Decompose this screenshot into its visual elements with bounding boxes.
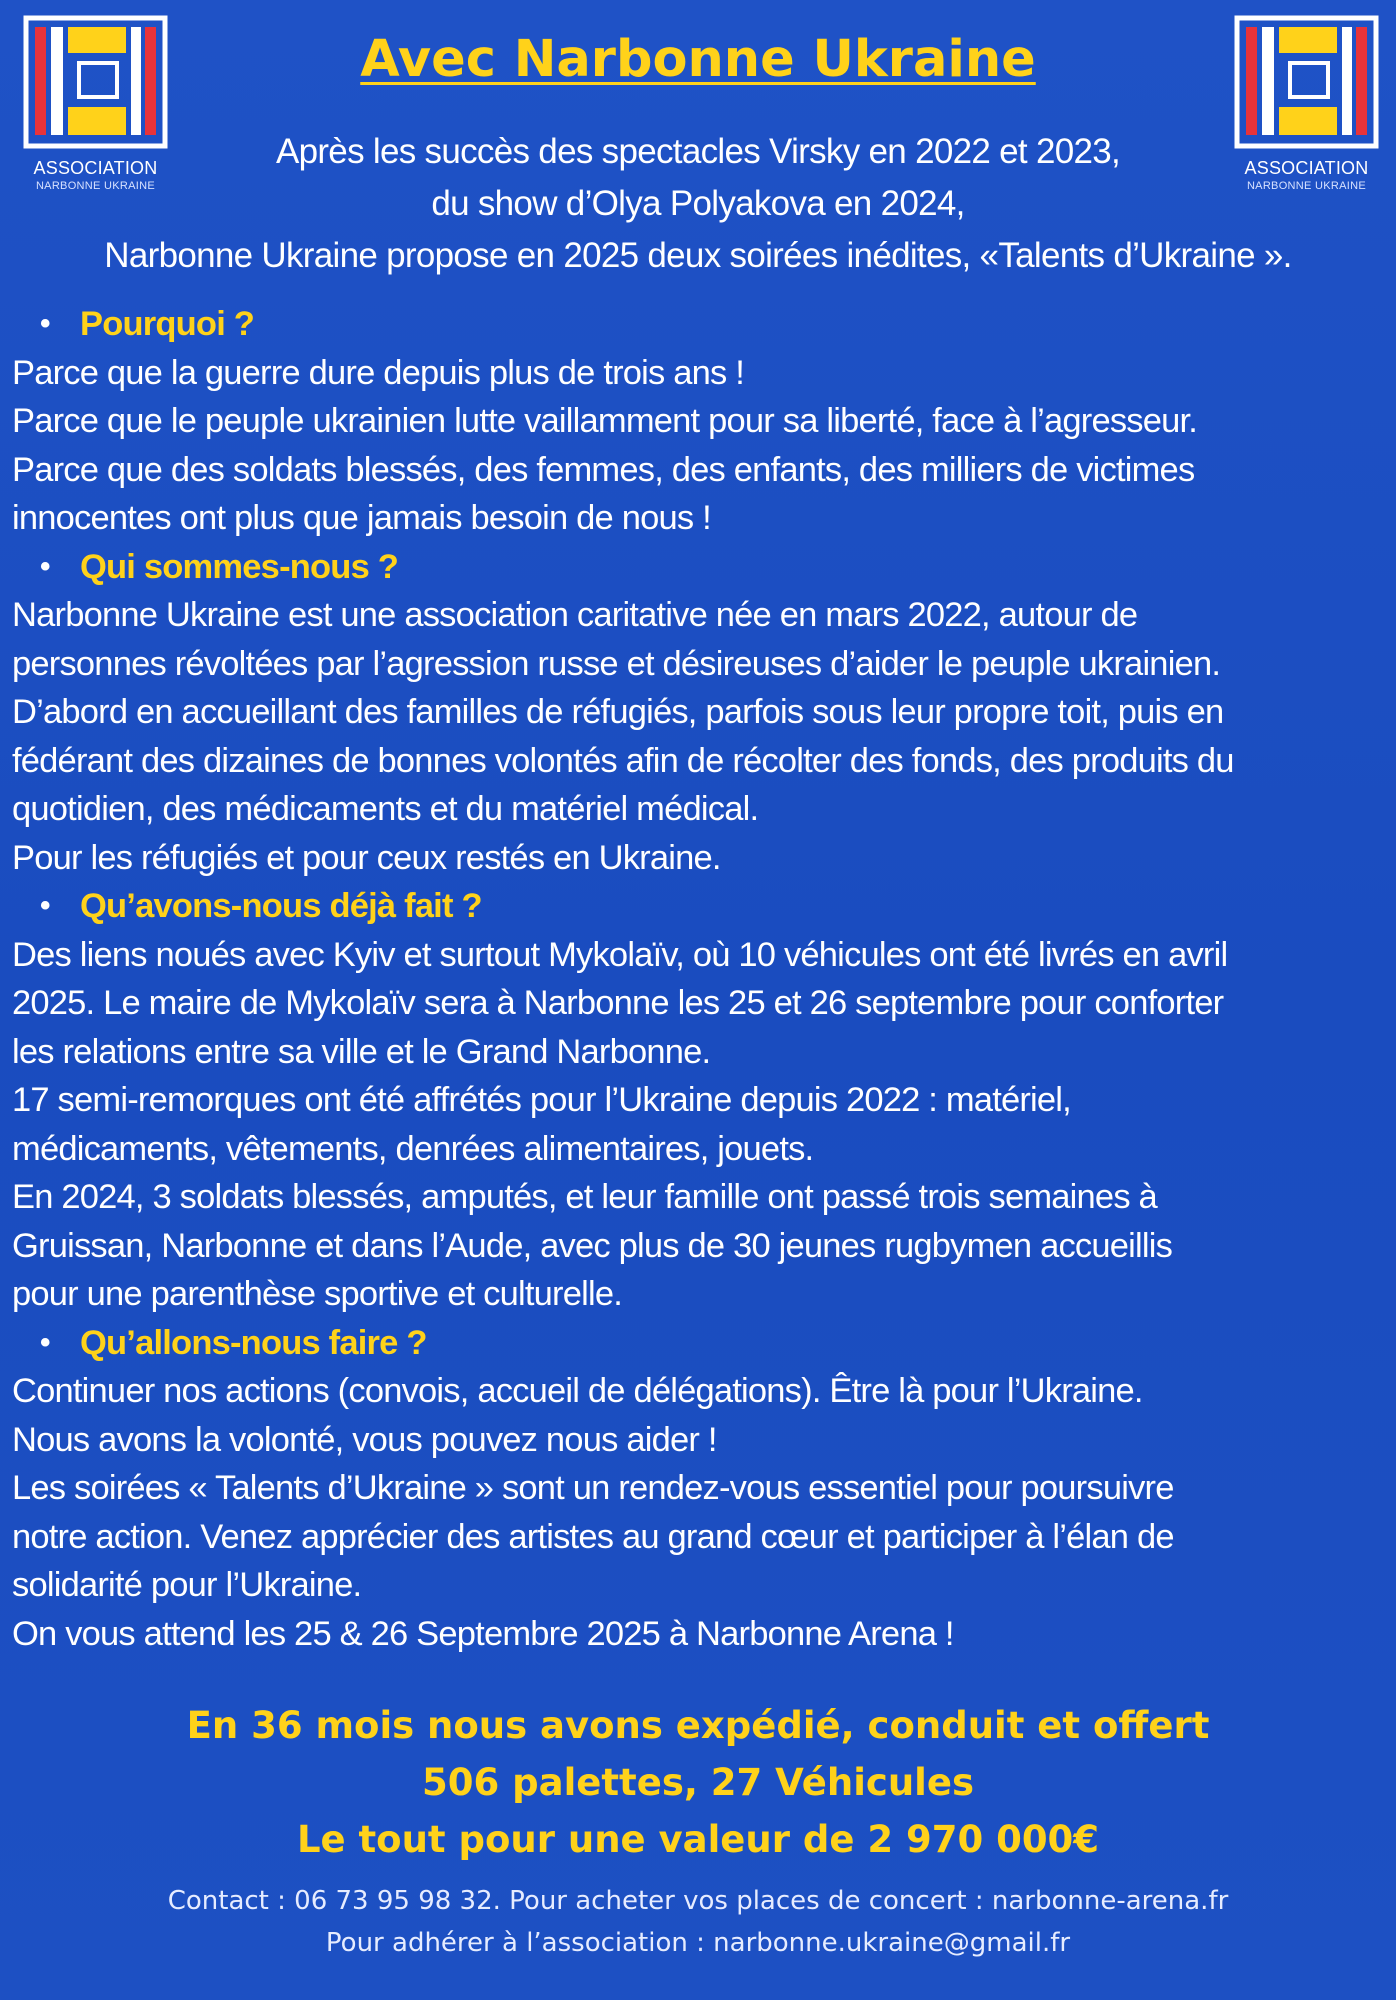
section-heading-pourquoi [12,300,1387,349]
logo-subname: NARBONNE UKRAINE [35,180,156,192]
section-heading-allons-faire [12,1319,1387,1368]
paragraph-line: Des liens noués avec Kyiv et surtout Mykolaïv, où 10 véhicules ont été livrés en avril [12,935,1228,974]
contact-line: Contact : 06 73 95 98 32. Pour acheter vos places de concert : narbonne-arena.fr [167,1886,1229,1916]
logo-name: ASSOCIATION [1244,158,1369,178]
paragraph-line: innocentes ont plus que jamais besoin de nous ! [12,499,711,537]
intro-line: du show d’Olya Polyakova en 2024, [431,184,965,223]
paragraph-line: les relations entre sa ville et le Grand Narbonne. [12,1032,711,1071]
paragraph-line: 2025. Le maire de Mykolaïv sera à Narbonne les 25 et 26 septembre pour conforter [12,984,1224,1022]
paragraph-line: 17 semi-remorques ont été affrétés pour l’Ukraine depuis 2022 : matériel, [12,1081,1071,1119]
paragraph-line: En 2024, 3 soldats blessés, amputés, et leur famille ont passé trois semaines à [12,1178,1157,1216]
paragraph-line: quotidien, des médicaments et du matériel médical. [12,790,759,828]
section-heading-qui-sommes-nous [12,543,1387,592]
paragraph-line: pour une parenthèse sportive et culturelle. [12,1275,622,1313]
paragraph-line: personnes révoltées par l’agression russe et désireuses d’aider le peuple ukrainien. [12,644,1221,683]
section-heading-text: Qui sommes-nous ? [80,547,399,586]
paragraph-line: On vous attend les 25 & 26 Septembre 2025 à Narbonne Arena ! [12,1614,954,1653]
paragraph-line: notre action. Venez apprécier des artistes au grand cœur et participer à l’élan de [12,1517,1174,1556]
totals-line: Le tout pour une valeur de 2 970 000€ [296,1818,1100,1861]
paragraph-line: D’abord en accueillant des familles de réfugiés, parfois sous leur propre toit, puis en [12,693,1224,731]
paragraph-line: Narbonne Ukraine est une association caritative née en mars 2022, autour de [12,596,1138,634]
intro-line: Après les succès des spectacles Virsky en 2022 et 2023, [275,132,1121,171]
logo-subname: NARBONNE UKRAINE [1246,180,1367,192]
section-heading-text: Qu’avons-nous déjà fait ? [80,887,482,925]
totals-summary [0,1697,1396,1868]
intro-line: Narbonne Ukraine propose en 2025 deux soirées inédites, «Talents d’Ukraine ». [104,236,1292,275]
bullet-icon: • [40,1325,50,1359]
main-content [12,300,1387,1658]
paragraph-line: Parce que le peuple ukrainien lutte vaillamment pour sa liberté, face à l’agresseur. [12,402,1198,440]
paragraph-line: fédérant des dizaines de bonnes volontés afin de récolter des fonds, des produits du [12,741,1234,780]
paragraph-line: Parce que des soldats blessés, des femmes, des enfants, des milliers de victimes [12,450,1195,489]
totals-line: En 36 mois nous avons expédié, conduit et offert [186,1704,1210,1747]
bullet-icon: • [40,307,50,340]
section-heading-deja-fait [12,882,1387,931]
bullet-icon: • [40,549,50,583]
paragraph-line: Gruissan, Narbonne et dans l’Aude, avec plus de 30 jeunes rugbymen accueillis [12,1226,1173,1265]
intro [0,126,1396,282]
paragraph-line: médicaments, vêtements, denrées alimentaires, jouets. [12,1129,814,1168]
paragraph-line: Pour les réfugiés et pour ceux restés en Ukraine. [12,838,721,877]
paragraph-line: solidarité pour l’Ukraine. [12,1566,362,1604]
logo-name: ASSOCIATION [33,158,158,178]
section-heading-text: Qu’allons-nous faire ? [80,1323,427,1362]
paragraph-line: Nous avons la volonté, vous pouvez nous aider ! [12,1420,717,1459]
paragraph-line: Continuer nos actions (convois, accueil de délégations). Être là pour l’Ukraine. [12,1372,1143,1410]
totals-line: 506 palettes, 27 Véhicules [422,1761,974,1804]
bullet-icon: • [40,889,50,922]
page-title: Avec Narbonne Ukraine [360,30,1036,89]
paragraph-line: Parce que la guerre dure depuis plus de trois ans ! [12,353,745,392]
paragraph-line: Les soirées « Talents d’Ukraine » sont un rendez-vous essentiel pour poursuivre [12,1469,1174,1507]
section-heading-text: Pourquoi ? [80,305,255,343]
membership-line: Pour adhérer à l’association : narbonne.ukraine@gmail.fr [325,1928,1071,1958]
contact-footer [0,1880,1396,1964]
